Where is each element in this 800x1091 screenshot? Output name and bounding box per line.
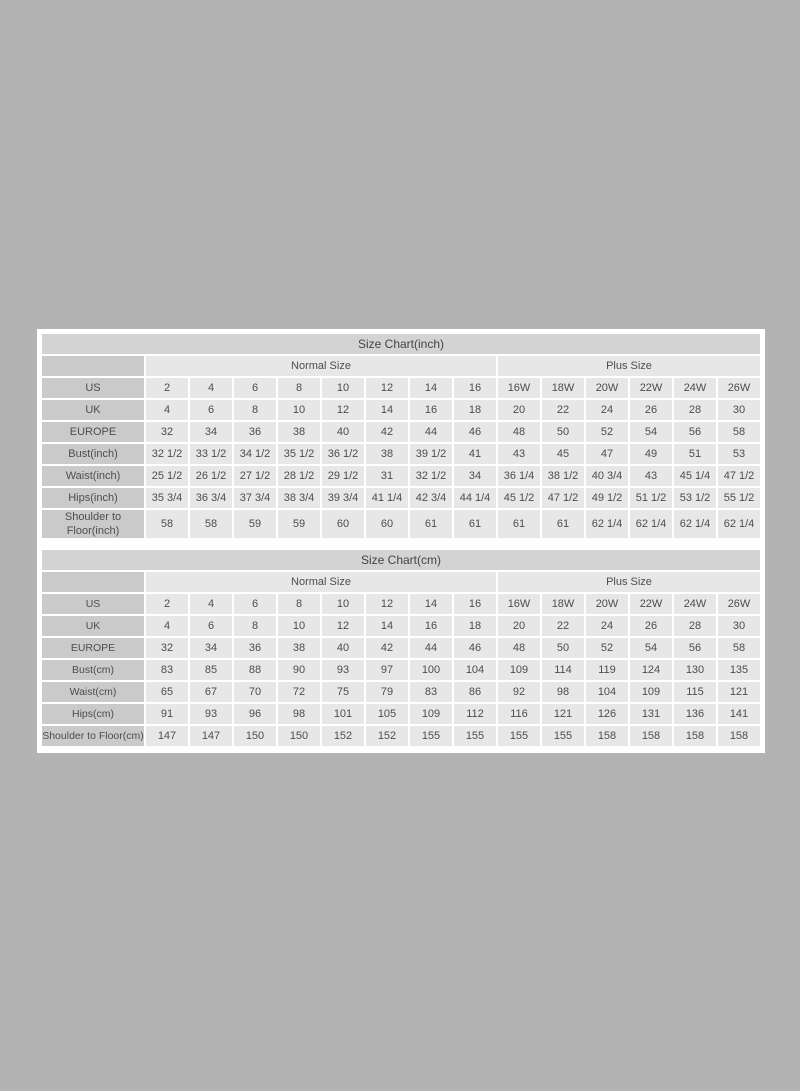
- row-header: Shoulder to Floor(inch): [42, 510, 144, 538]
- table-cell: 38: [278, 638, 320, 658]
- table-cell: 18: [454, 616, 496, 636]
- table-cell: 12: [322, 616, 364, 636]
- table-cell: 126: [586, 704, 628, 724]
- table-cell: 30: [718, 400, 760, 420]
- table-cell: 24: [586, 400, 628, 420]
- table-cell: 141: [718, 704, 760, 724]
- table-cell: 38 3/4: [278, 488, 320, 508]
- table-cell: 56: [674, 422, 716, 442]
- table-cell: 4: [146, 616, 188, 636]
- table-cell: 43: [498, 444, 540, 464]
- table-cell: 22: [542, 400, 584, 420]
- table-cell: 155: [410, 726, 452, 746]
- row-header: UK: [42, 400, 144, 420]
- table-cell: 52: [586, 638, 628, 658]
- table-cell: 4: [190, 594, 232, 614]
- table-cell: 152: [366, 726, 408, 746]
- size-chart-panel: [37, 329, 765, 753]
- table-cell: 112: [454, 704, 496, 724]
- table-cell: 16: [410, 616, 452, 636]
- table-cell: 36 1/4: [498, 466, 540, 486]
- table-cell: 6: [190, 400, 232, 420]
- table-cell: 20: [498, 616, 540, 636]
- table-cell: 6: [234, 594, 276, 614]
- table-cell: 51 1/2: [630, 488, 672, 508]
- table-cell: 130: [674, 660, 716, 680]
- corner-cell: [42, 572, 144, 592]
- table-cell: 24W: [674, 378, 716, 398]
- table-cell: 83: [146, 660, 188, 680]
- group-header-row: [42, 356, 760, 376]
- table-cell: 28 1/2: [278, 466, 320, 486]
- table-cell: 147: [146, 726, 188, 746]
- table-cell: 52: [586, 422, 628, 442]
- table-row: [42, 704, 760, 724]
- table-cell: 155: [498, 726, 540, 746]
- table-cell: 58: [718, 422, 760, 442]
- table-cell: 10: [322, 378, 364, 398]
- table-cell: 18W: [542, 594, 584, 614]
- table-cell: 4: [190, 378, 232, 398]
- table-cell: 75: [322, 682, 364, 702]
- table-cell: 50: [542, 638, 584, 658]
- table-cell: 10: [322, 594, 364, 614]
- table-cell: 100: [410, 660, 452, 680]
- table-cell: 48: [498, 422, 540, 442]
- size-chart-inch-table: [40, 332, 762, 540]
- table-cell: 14: [410, 594, 452, 614]
- table-cell: 59: [278, 510, 320, 538]
- table-row: [42, 726, 760, 746]
- table-cell: 62 1/4: [718, 510, 760, 538]
- table-cell: 14: [366, 616, 408, 636]
- table-cell: 31: [366, 466, 408, 486]
- table-cell: 47: [586, 444, 628, 464]
- table-cell: 96: [234, 704, 276, 724]
- table-cell: 42: [366, 638, 408, 658]
- row-header: Bust(cm): [42, 660, 144, 680]
- table-cell: 121: [542, 704, 584, 724]
- table-cell: 14: [410, 378, 452, 398]
- table-cell: 62 1/4: [674, 510, 716, 538]
- table-row: [42, 444, 760, 464]
- table-cell: 33 1/2: [190, 444, 232, 464]
- table-cell: 49: [630, 444, 672, 464]
- table-cell: 44 1/4: [454, 488, 496, 508]
- table-row: [42, 400, 760, 420]
- table-cell: 91: [146, 704, 188, 724]
- table-cell: 8: [234, 616, 276, 636]
- table-row: [42, 616, 760, 636]
- table-cell: 58: [718, 638, 760, 658]
- table-cell: 18: [454, 400, 496, 420]
- table-cell: 135: [718, 660, 760, 680]
- table-cell: 158: [630, 726, 672, 746]
- table-cell: 48: [498, 638, 540, 658]
- table-cell: 104: [586, 682, 628, 702]
- table-cell: 105: [366, 704, 408, 724]
- table-cell: 34: [190, 422, 232, 442]
- table-cell: 119: [586, 660, 628, 680]
- table-cell: 14: [366, 400, 408, 420]
- table-cell: 32 1/2: [410, 466, 452, 486]
- row-header: Hips(inch): [42, 488, 144, 508]
- table-cell: 32: [146, 422, 188, 442]
- row-header: EUROPE: [42, 422, 144, 442]
- table-cell: 34: [454, 466, 496, 486]
- table-cell: 60: [322, 510, 364, 538]
- table-cell: 27 1/2: [234, 466, 276, 486]
- table-cell: 28: [674, 616, 716, 636]
- table-cell: 20W: [586, 378, 628, 398]
- row-header: UK: [42, 616, 144, 636]
- table-cell: 93: [322, 660, 364, 680]
- table-cell: 35 3/4: [146, 488, 188, 508]
- size-chart-cm-table: [40, 548, 762, 748]
- table-cell: 83: [410, 682, 452, 702]
- table-cell: 114: [542, 660, 584, 680]
- table-cell: 40 3/4: [586, 466, 628, 486]
- table-cell: 131: [630, 704, 672, 724]
- table-cell: 98: [278, 704, 320, 724]
- table-cell: 2: [146, 594, 188, 614]
- table-cell: 115: [674, 682, 716, 702]
- table-cell: 46: [454, 422, 496, 442]
- table-cell: 72: [278, 682, 320, 702]
- table-cell: 12: [322, 400, 364, 420]
- table-cell: 60: [366, 510, 408, 538]
- table-cell: 26W: [718, 594, 760, 614]
- table-cell: 40: [322, 422, 364, 442]
- table-cell: 45 1/2: [498, 488, 540, 508]
- table-cell: 34 1/2: [234, 444, 276, 464]
- table-cell: 98: [542, 682, 584, 702]
- table-cell: 24: [586, 616, 628, 636]
- table-cell: 26: [630, 616, 672, 636]
- table-cell: 59: [234, 510, 276, 538]
- table-cell: 158: [718, 726, 760, 746]
- table-cell: 65: [146, 682, 188, 702]
- table-cell: 47 1/2: [542, 488, 584, 508]
- table-cell: 36: [234, 422, 276, 442]
- table-cell: 158: [586, 726, 628, 746]
- table-cell: 109: [630, 682, 672, 702]
- plus-size-header: Plus Size: [498, 356, 760, 376]
- row-header: Waist(cm): [42, 682, 144, 702]
- normal-size-header: Normal Size: [146, 356, 496, 376]
- plus-size-header: Plus Size: [498, 572, 760, 592]
- table-cell: 26W: [718, 378, 760, 398]
- table-cell: 54: [630, 638, 672, 658]
- row-header: US: [42, 594, 144, 614]
- table-cell: 2: [146, 378, 188, 398]
- table-cell: 40: [322, 638, 364, 658]
- table-cell: 116: [498, 704, 540, 724]
- table-cell: 20: [498, 400, 540, 420]
- table-cell: 38: [278, 422, 320, 442]
- table-title-row: [42, 334, 760, 354]
- row-header: EUROPE: [42, 638, 144, 658]
- table-cell: 67: [190, 682, 232, 702]
- table-cell: 10: [278, 616, 320, 636]
- table-cell: 47 1/2: [718, 466, 760, 486]
- table-cell: 155: [454, 726, 496, 746]
- row-header: Bust(inch): [42, 444, 144, 464]
- table-row: [42, 510, 760, 538]
- table-cell: 6: [234, 378, 276, 398]
- table-cell: 34: [190, 638, 232, 658]
- table-cell: 44: [410, 422, 452, 442]
- table-cell: 26: [630, 400, 672, 420]
- table-cell: 12: [366, 378, 408, 398]
- table-cell: 86: [454, 682, 496, 702]
- table-cell: 70: [234, 682, 276, 702]
- table-cell: 42 3/4: [410, 488, 452, 508]
- table-cell: 6: [190, 616, 232, 636]
- table-cell: 58: [146, 510, 188, 538]
- table-cell: 109: [498, 660, 540, 680]
- table-cell: 150: [234, 726, 276, 746]
- table-cell: 41 1/4: [366, 488, 408, 508]
- table-cell: 136: [674, 704, 716, 724]
- table-cell: 101: [322, 704, 364, 724]
- table-row: [42, 594, 760, 614]
- table-cell: 25 1/2: [146, 466, 188, 486]
- table-row: [42, 378, 760, 398]
- table-cell: 36: [234, 638, 276, 658]
- table-title: Size Chart(cm): [42, 550, 760, 570]
- table-cell: 90: [278, 660, 320, 680]
- table-cell: 12: [366, 594, 408, 614]
- table-cell: 32 1/2: [146, 444, 188, 464]
- table-cell: 124: [630, 660, 672, 680]
- table-cell: 37 3/4: [234, 488, 276, 508]
- table-cell: 158: [674, 726, 716, 746]
- table-cell: 85: [190, 660, 232, 680]
- table-cell: 147: [190, 726, 232, 746]
- table-cell: 20W: [586, 594, 628, 614]
- table-cell: 39 1/2: [410, 444, 452, 464]
- table-cell: 46: [454, 638, 496, 658]
- table-cell: 152: [322, 726, 364, 746]
- table-cell: 16: [454, 378, 496, 398]
- table-cell: 22W: [630, 594, 672, 614]
- table-cell: 36 3/4: [190, 488, 232, 508]
- table-cell: 22W: [630, 378, 672, 398]
- table-cell: 10: [278, 400, 320, 420]
- table-cell: 35 1/2: [278, 444, 320, 464]
- table-cell: 22: [542, 616, 584, 636]
- table-cell: 92: [498, 682, 540, 702]
- table-row: [42, 638, 760, 658]
- table-cell: 16: [454, 594, 496, 614]
- table-cell: 26 1/2: [190, 466, 232, 486]
- table-cell: 28: [674, 400, 716, 420]
- table-cell: 38 1/2: [542, 466, 584, 486]
- table-cell: 44: [410, 638, 452, 658]
- group-header-row: [42, 572, 760, 592]
- table-row: [42, 422, 760, 442]
- table-cell: 62 1/4: [630, 510, 672, 538]
- table-cell: 56: [674, 638, 716, 658]
- table-cell: 8: [278, 594, 320, 614]
- table-cell: 43: [630, 466, 672, 486]
- table-cell: 4: [146, 400, 188, 420]
- table-cell: 29 1/2: [322, 466, 364, 486]
- table-row: [42, 660, 760, 680]
- row-header: US: [42, 378, 144, 398]
- corner-cell: [42, 356, 144, 376]
- table-cell: 121: [718, 682, 760, 702]
- table-cell: 61: [542, 510, 584, 538]
- row-header: Hips(cm): [42, 704, 144, 724]
- table-title-row: [42, 550, 760, 570]
- table-cell: 61: [410, 510, 452, 538]
- table-row: [42, 682, 760, 702]
- table-cell: 30: [718, 616, 760, 636]
- table-cell: 55 1/2: [718, 488, 760, 508]
- table-cell: 8: [234, 400, 276, 420]
- table-row: [42, 466, 760, 486]
- table-cell: 104: [454, 660, 496, 680]
- table-cell: 93: [190, 704, 232, 724]
- table-cell: 61: [498, 510, 540, 538]
- table-cell: 109: [410, 704, 452, 724]
- table-cell: 18W: [542, 378, 584, 398]
- table-cell: 38: [366, 444, 408, 464]
- table-cell: 41: [454, 444, 496, 464]
- table-cell: 50: [542, 422, 584, 442]
- table-cell: 16: [410, 400, 452, 420]
- row-header: Waist(inch): [42, 466, 144, 486]
- table-cell: 45 1/4: [674, 466, 716, 486]
- table-cell: 49 1/2: [586, 488, 628, 508]
- table-cell: 8: [278, 378, 320, 398]
- table-row: [42, 488, 760, 508]
- row-header: Shoulder to Floor(cm): [42, 726, 144, 746]
- table-cell: 16W: [498, 378, 540, 398]
- table-cell: 62 1/4: [586, 510, 628, 538]
- table-cell: 61: [454, 510, 496, 538]
- table-cell: 36 1/2: [322, 444, 364, 464]
- table-cell: 97: [366, 660, 408, 680]
- table-cell: 58: [190, 510, 232, 538]
- table-cell: 150: [278, 726, 320, 746]
- table-cell: 88: [234, 660, 276, 680]
- table-cell: 54: [630, 422, 672, 442]
- table-cell: 24W: [674, 594, 716, 614]
- table-title: Size Chart(inch): [42, 334, 760, 354]
- table-cell: 32: [146, 638, 188, 658]
- table-cell: 53 1/2: [674, 488, 716, 508]
- table-cell: 53: [718, 444, 760, 464]
- normal-size-header: Normal Size: [146, 572, 496, 592]
- table-cell: 39 3/4: [322, 488, 364, 508]
- table-cell: 155: [542, 726, 584, 746]
- table-cell: 51: [674, 444, 716, 464]
- table-cell: 79: [366, 682, 408, 702]
- table-cell: 42: [366, 422, 408, 442]
- table-cell: 45: [542, 444, 584, 464]
- table-cell: 16W: [498, 594, 540, 614]
